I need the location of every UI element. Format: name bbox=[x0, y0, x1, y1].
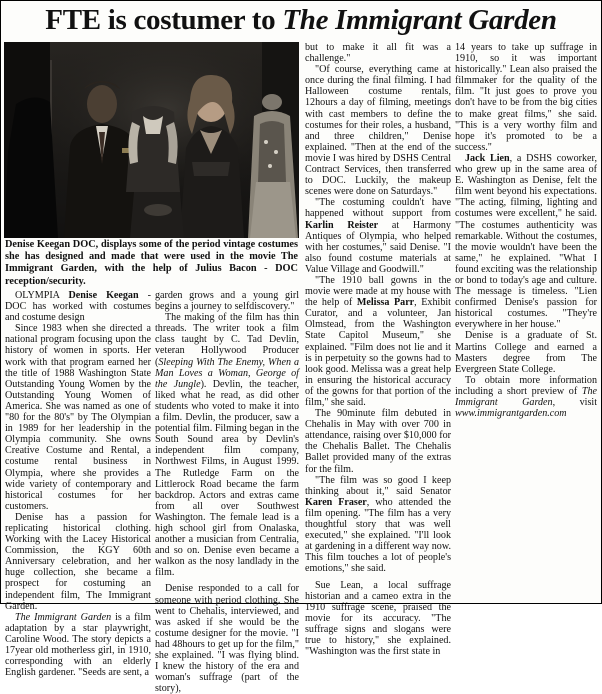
article-paragraph bbox=[455, 375, 597, 419]
photo-caption: Denise Keegan DOC, displays some of the period vintage costumes she has designed and made that were used in the movie The Immigrant Garden, with the help of Julius Bacon - DOC reception/security. bbox=[5, 239, 298, 287]
article-paragraph bbox=[5, 612, 151, 679]
article-column-2 bbox=[155, 290, 299, 694]
article-text: at Harmony Antiques of Olympia, who helped with her costumes," said Denise. "I also found costume materials at Value Village and Goodwill." bbox=[305, 219, 451, 275]
article-text: , Exhibit Curator, and a volunteer, Jan Olmstead, from the Washington State Capitol Museum," she explained. "Film does not lie and it is in perpetuity so the gowns had to look good. Melissa was a great help in ensuring the historical accuracy of the gowns for that portion of the film," she said. bbox=[305, 297, 451, 408]
headline-prefix: FTE is costumer to bbox=[45, 4, 283, 36]
article-paragraph bbox=[455, 153, 597, 331]
article-paragraph bbox=[5, 290, 151, 323]
article-paragraph: Denise has a passion for replicating historical clothing. Working with the Lacey Historical Commission, the KGY 60th Anniversary celebration, and her huge collection, she became a prospect for costuming an independent film, The Immigrant Garden. bbox=[5, 511, 151, 612]
costume-photo bbox=[4, 42, 299, 238]
article-paragraph: Denise responded to a call for someone with period clothing. She went to Chehalis, interviewed, and was asked if she would be the costume designer for the movie. "I had 48hours to get up for the film," she explained. "I was flying blind. I knew the history of the era and woman's suffrage (part of the story), bbox=[155, 583, 299, 694]
page-title bbox=[1, 4, 601, 36]
article-text: The making of the film has thin threads. The writer took a film class taught by C. Tad Devlin, veteran Hollywood Producer ( bbox=[155, 312, 299, 368]
article-text: , who attended the film opening. "The film has a very thoughtful story that was well executed," she explained. "I'll look at gardening in a different way now. This film touches a lot of people's emotions," she said. bbox=[305, 496, 451, 575]
headline-film-title: The Immigrant Garden bbox=[282, 4, 557, 36]
person-name-karlin: Karlin Reister bbox=[305, 219, 379, 231]
article-text: "The 1910 ball gowns in the movie were made at my house with the help of bbox=[305, 274, 451, 309]
article-paragraph: "Of course, everything came at once during the final filming. I had Halloween costume rentals, 12hours a day of filming, meetings with cast members to define the costumes for their roles, a husband, and three children," Denise explained. "Then at the end of the movie I was hired by DSHS Central Contract Services, then transferred to DOC. Luckily, the makeup scenes were done on Saturdays." bbox=[305, 64, 451, 198]
article-text: ). Devlin, the teacher, liked what he read, as did other students who voted to make it into a film. Devlin, the producer, saw a potential film. Filming began in the South Sound area by Devlin's independent film company, Northwest Films, in August 1999. The Rutledge Farm on the Littlerock Road became the farm backdrop. Actors and extras came from all over Southwest Washington. The female lead is a high school girl from Onalaska, another a musician from Centralia, and so on. Denise even became a walkon as the nosy landlady in the film. bbox=[155, 378, 299, 579]
person-name-karen: Karen Fraser bbox=[305, 496, 367, 508]
website-link[interactable]: www.immigrantgarden.com bbox=[455, 408, 567, 420]
article-paragraph bbox=[305, 197, 451, 275]
article-paragraph bbox=[155, 312, 299, 578]
dateline: OLYMPIA bbox=[15, 290, 69, 301]
article-text: "The film was so good I keep thinking about it," said Senator bbox=[305, 474, 451, 497]
article-paragraph bbox=[305, 475, 451, 575]
article-text: is a film adaptation by a star playwright, Caroline Wood. The story depicts a 17year old motherless girl, in 1910, corresponding with an elderly English gardener. "Seeds are sent, a bbox=[5, 611, 151, 679]
article-paragraph: Since 1983 when she directed a national program focusing upon the history of women in sports. Her work with that program earned her the title of 1988 Washington State Outstanding Young Women by the Outstanding Young Women of America. She was named as one of "80 for the 80's" by The Olympian in 1989 for her leadership in the Olympia community. She owns Creative Costume and Rental, a costume rental business in Olympia, where she provides a wide variety of contemporary and historical costumes for her customers. bbox=[5, 323, 151, 512]
film-credits-italic: Sleeping With The Enemy, When a Man Loves a Woman, George of the Jungle bbox=[155, 356, 299, 390]
article-column-4 bbox=[455, 42, 597, 600]
article-text: , a DSHS coworker, who grew up in the same area of E. Washington as Denise, felt the film went beyond his expectations. "The acting, filming, lighting and costumes were excellent," he said. "The costumes authenticity was remarkable. Without the costumes, the movie wouldn't have been the same," he explained. "What I found exciting was the relationship or bond to today's age and culture. The message is timeless. "Lien confirmed Denise's passion for historical costumes. "They're everywhere in her house." bbox=[455, 152, 597, 331]
film-title-italic: The Immigrant Garden bbox=[15, 611, 112, 623]
article-paragraph: 14 years to take up suffrage in 1910, so it was important historically." Lean also praised the filmmaker for the quality of the film. "It just goes to prove you don't have to be from the big cities to make great films," she said. "This is a very worthy film and hope it's promoted to be a success." bbox=[455, 42, 597, 153]
person-name-jack: Jack Lien bbox=[465, 152, 510, 164]
article-text: "The costuming couldn't have happened without support from bbox=[305, 197, 451, 220]
article-column-1 bbox=[5, 290, 151, 679]
costume-photo-image bbox=[4, 42, 299, 238]
person-name-melissa: Melissa Parr bbox=[356, 297, 415, 309]
article-paragraph: The 90minute film debuted in Chehalis in May with over 700 in attendance, raising over $10,000 for the Chehalis Ballet. The Chehalis Ballet provided many of the extras for the film. bbox=[305, 408, 451, 475]
film-title-italic: The Immigrant Garden bbox=[455, 385, 597, 408]
article-column-3 bbox=[305, 42, 451, 658]
article-text: To obtain more information including a short preview of bbox=[455, 374, 597, 397]
person-name-denise: Denise Keegan bbox=[68, 290, 139, 301]
article-paragraph: garden grows and a young girl begins a journey to selfdiscovery." bbox=[155, 290, 299, 313]
article-paragraph: Denise is a graduate of St. Martins College and earned a Masters degree from The Evergreen State College. bbox=[455, 330, 597, 375]
article-paragraph bbox=[305, 275, 451, 408]
article-paragraph: Sue Lean, a local suffrage historian and a cameo extra in the 1910 suffrage scene, praised the movie for its accuracy. "The suffrage signs and slogans were true to history," she explained. "Washington was the first state in bbox=[305, 579, 451, 658]
article-paragraph: but to make it all fit was a challenge." bbox=[305, 42, 451, 65]
article-text: - DOC has worked with costumes and costume design bbox=[5, 290, 151, 324]
article-text: , visit bbox=[552, 397, 598, 408]
